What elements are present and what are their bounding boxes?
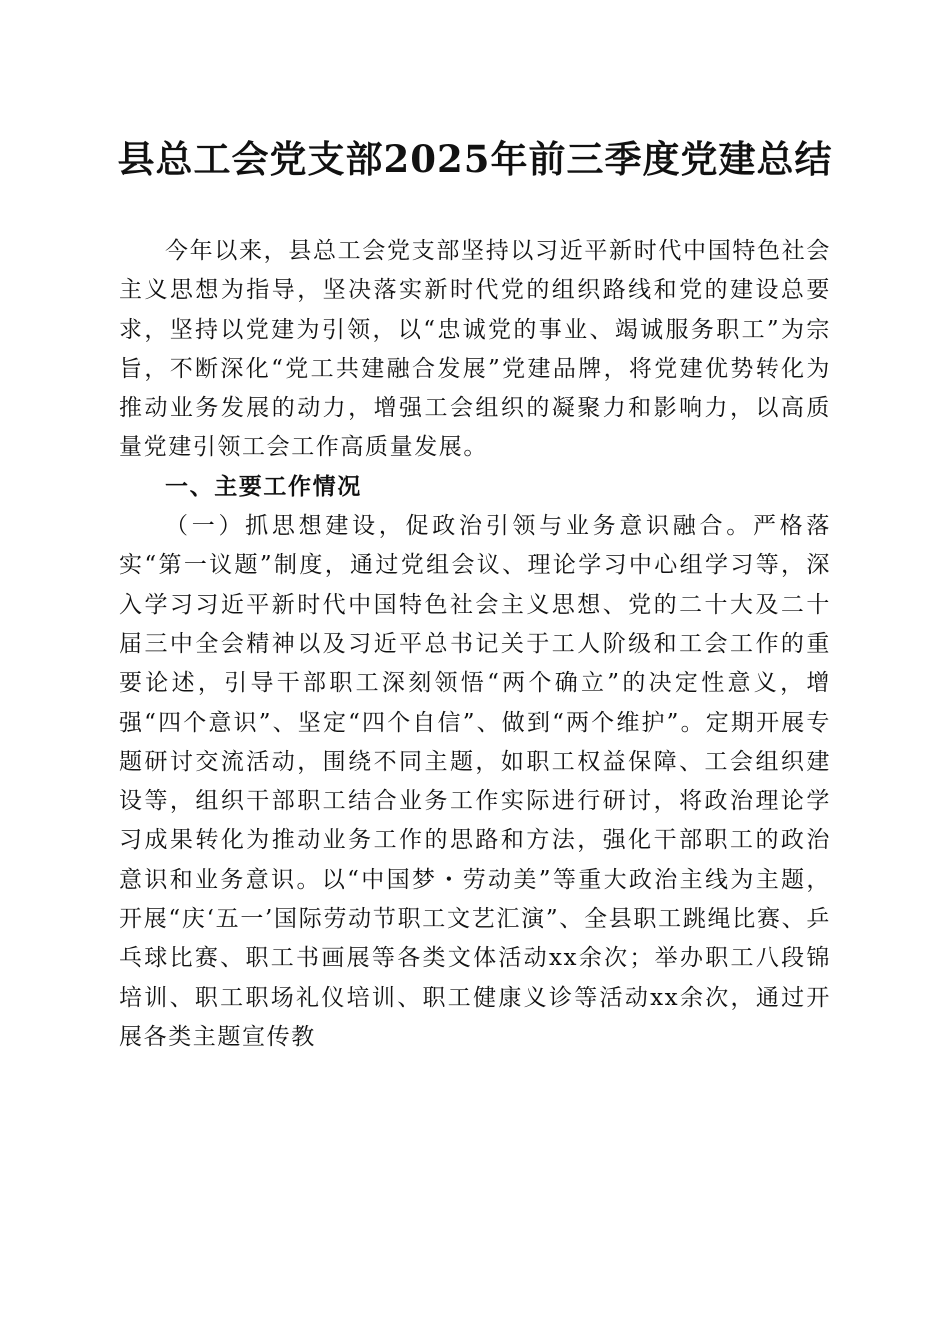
document-body — [119, 232, 831, 1057]
document-title: 县总工会党支部2025年前三季度党建总结 — [117, 137, 833, 181]
intro-paragraph: 今年以来，县总工会党支部坚持以习近平新时代中国特色社会主义思想为指导，坚决落实新时代党的组织路线和党的建设总要求，坚持以党建为引领，以“忠诚党的事业、竭诚服务职工”为宗旨，不断深化“党工共建融合发展”党建品牌，将党建优势转化为推动业务发展的动力，增强工会组织的凝聚力和影响力，以高质量党建引领工会工作高质量发展。 — [119, 238, 831, 461]
section-heading-main-work: 一、主要工作情况 — [165, 473, 362, 500]
section-paragraph-ideological-building: （一）抓思想建设，促政治引领与业务意识融合。严格落实“第一议题”制度，通过党组会议、理论学习中心组学习等，深入学习习近平新时代中国特色社会主义思想、党的二十大及二十届三中全会精神以及习近平总书记关于工人阶级和工会工作的重要论述，引导干部职工深刻领悟“两个确立”的决定性意义，增强“四个意识”、坚定“四个自信”、做到“两个维护”。定期开展专题研讨交流活动，围绕不同主题，如职工权益保障、工会组织建设等，组织干部职工结合业务工作实际进行研讨，将政治理论学习成果转化为推动业务工作的思路和方法，强化干部职工的政治意识和业务意识。以“中国梦・劳动美”等重大政治主线为主题，开展“庆‘五一’国际劳动节职工文艺汇演”、全县职工跳绳比赛、乒乓球比赛、职工书画展等各类文体活动xx余次；举办职工八段锦培训、职工职场礼仪培训、职工健康义诊等活动xx余次，通过开展各类主题宣传教 — [119, 513, 831, 1050]
